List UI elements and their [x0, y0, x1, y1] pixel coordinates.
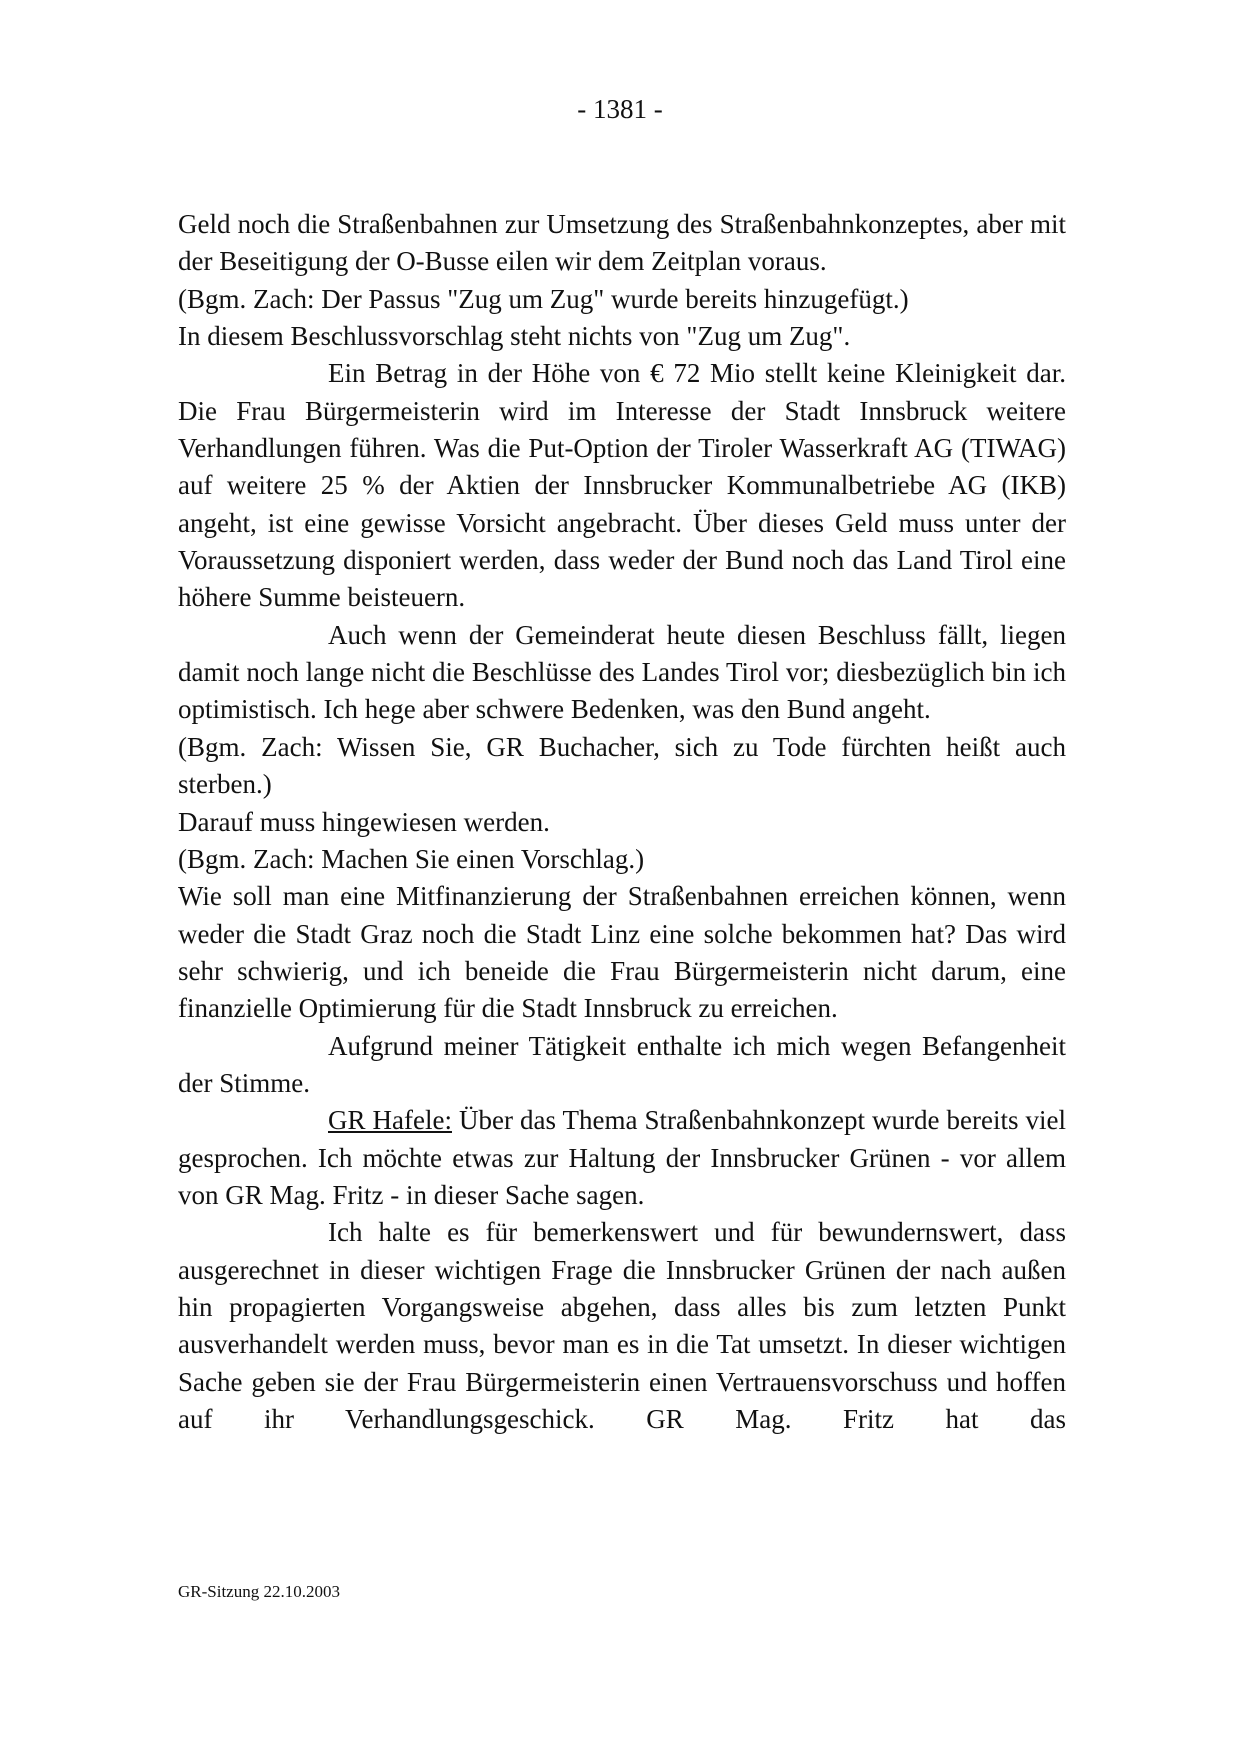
paragraph: Geld noch die Straßenbahnen zur Umsetzung des Straßenbahnkonzeptes, aber mit der Beseitigung der O-Busse eilen wir dem Zeitplan voraus.	[178, 209, 1066, 277]
paragraph: Wie soll man eine Mitfinanzierung der Straßenbahnen erreichen können, wenn weder die Stadt Graz noch die Stadt Linz eine solche bekommen hat? Das wird sehr schwierig, und ich beneide die Frau Bürgermeisterin nicht darum, eine finanzielle Optimierung für die Stadt Innsbruck zu erreichen.	[178, 881, 1066, 1024]
document-body	[178, 206, 1066, 1438]
paragraph: Auch wenn der Gemeinderat heute diesen Beschluss fällt, liegen damit noch lange nicht die Beschlüsse des Landes Tirol vor; diesbezüglich bin ich optimistisch. Ich hege aber schwere Bedenken, was den Bund angeht.	[178, 619, 1066, 725]
paragraph: Aufgrund meiner Tätigkeit enthalte ich mich wegen Befangenheit der Stimme.	[178, 1030, 1066, 1098]
page-footer: GR-Sitzung 22.10.2003	[178, 1582, 340, 1601]
paragraph: Ein Betrag in der Höhe von € 72 Mio stellt keine Kleinigkeit dar. Die Frau Bürgermeisterin wird im Interesse der Stadt Innsbruck weitere Verhandlungen führen. Was die Put-Option der Tiroler Wasserkraft AG (TIWAG) auf weitere 25 % der Aktien der Innsbrucker Kommunalbetriebe AG (IKB) angeht, ist eine gewisse Vorsicht angebracht. Über dieses Geld muss unter der Voraussetzung disponiert werden, dass weder der Bund noch das Land Tirol eine höhere Summe beisteuern.	[178, 358, 1066, 613]
paragraph: Darauf muss hingewiesen werden.	[178, 806, 550, 837]
paragraph: In diesem Beschlussvorschlag steht nichts von "Zug um Zug".	[178, 321, 851, 352]
speaker-paragraph	[178, 1102, 1066, 1214]
page-number: - 1381 -	[577, 94, 663, 124]
interjection: (Bgm. Zach: Wissen Sie, GR Buchacher, sich zu Tode fürchten heißt auch sterben.)	[178, 731, 1066, 800]
speaker-text: Über das Thema Straßenbahnkonzept wurde bereits viel gesprochen. Ich möchte etwas zur Haltung der Innsbrucker Grünen - vor allem von GR Mag. Fritz - in dieser Sache sagen.	[178, 1105, 1066, 1210]
speaker-name: GR Hafele:	[328, 1105, 452, 1136]
interjection: (Bgm. Zach: Machen Sie einen Vorschlag.)	[178, 843, 645, 874]
paragraph: Ich halte es für bemerkenswert und für bewundernswert, dass ausgerechnet in dieser wichtigen Frage die Innsbrucker Grünen der nach außen hin propagierten Vorgangsweise abgehen, dass alles bis zum letzten Punkt ausverhandelt werden muss, bevor man es in die Tat umsetzt. In dieser wichtigen Sache geben sie der Frau Bürgermeisterin einen Vertrauensvorschuss und hoffen auf ihr Verhandlungsgeschick. GR Mag. Fritz hat das	[178, 1217, 1066, 1434]
interjection: (Bgm. Zach: Der Passus "Zug um Zug" wurde bereits hinzugefügt.)	[178, 283, 909, 314]
